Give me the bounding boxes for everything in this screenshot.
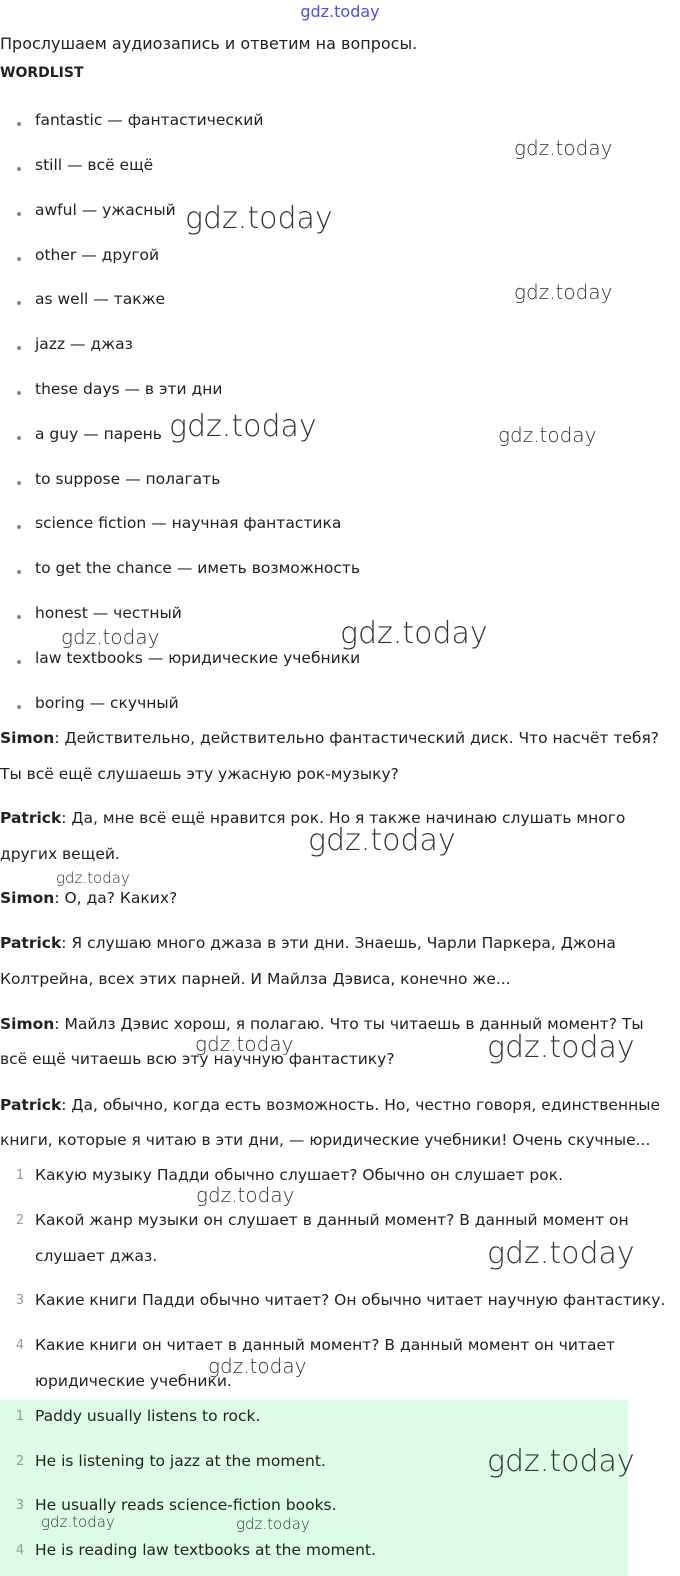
question-text: Какую музыку Падди обычно слушает? Обычно он слушает рок.: [35, 1166, 564, 1184]
wordlist-item: these days — в эти дни: [35, 380, 223, 398]
bullet-icon: [17, 212, 21, 216]
wordlist-item: a guy — парень: [35, 425, 162, 443]
watermark: gdz.today: [340, 616, 488, 651]
dialogue-line: Patrick: Да, обычно, когда есть возможность. Но, честно говоря, единственные: [0, 1096, 661, 1114]
speaker-name: Simon: [0, 729, 55, 747]
question-number: 3: [15, 1293, 25, 1308]
wordlist-item: boring — скучный: [35, 694, 179, 712]
watermark: gdz.today: [61, 625, 160, 649]
bullet-icon: [17, 570, 21, 574]
dialogue-line: всё ещё читаешь всю эту научную фантастику?: [0, 1050, 395, 1068]
watermark: gdz.today: [195, 1032, 294, 1056]
bullet-icon: [17, 481, 21, 485]
watermark: gdz.today: [56, 869, 130, 887]
wordlist-item: as well — также: [35, 290, 166, 308]
question-number: 1: [15, 1168, 25, 1183]
dialogue-line: Patrick: Да, мне всё ещё нравится рок. Но я также начинаю слушать много: [0, 809, 626, 827]
dialogue-line: Simon: О, да? Каких?: [0, 889, 178, 907]
watermark: gdz.today: [487, 1444, 635, 1479]
wordlist-item: fantastic — фантастический: [35, 111, 264, 129]
bullet-icon: [17, 705, 21, 709]
wordlist-item: honest — честный: [35, 604, 182, 622]
watermark: gdz.today: [308, 823, 456, 858]
question-text: юридические учебники.: [35, 1372, 232, 1390]
watermark: gdz.today: [185, 201, 333, 236]
bullet-icon: [17, 257, 21, 261]
question-number: 2: [15, 1213, 25, 1228]
answer-text: He is listening to jazz at the moment.: [35, 1452, 326, 1470]
bullet-icon: [17, 122, 21, 126]
question-text: Какие книги Падди обычно читает? Он обычно читает научную фантастику.: [35, 1291, 666, 1309]
wordlist-item: law textbooks — юридические учебники: [35, 649, 361, 667]
bullet-icon: [17, 301, 21, 305]
wordlist-title: WORDLIST: [0, 65, 84, 81]
watermark: gdz.today: [514, 136, 613, 160]
dialogue-line: Patrick: Я слушаю много джаза в эти дни. Знаешь, Чарли Паркера, Джона: [0, 934, 616, 952]
watermark: gdz.today: [236, 1515, 310, 1533]
watermark: gdz.today: [487, 1236, 635, 1271]
watermark: gdz.today: [169, 409, 317, 444]
speaker-name: Patrick: [0, 809, 62, 827]
watermark: gdz.today: [514, 280, 613, 304]
dialogue-line: Колтрейна, всех этих парней. И Майлза Дэвиса, конечно же...: [0, 970, 511, 988]
question-text: слушает джаз.: [35, 1247, 158, 1265]
speaker-name: Simon: [0, 889, 55, 907]
answer-number: 3: [15, 1498, 25, 1513]
answer-number: 1: [15, 1409, 25, 1424]
dialogue-line: Simon: Майлз Дэвис хорош, я полагаю. Что ты читаешь в данный момент? Ты: [0, 1015, 644, 1033]
speaker-name: Patrick: [0, 934, 62, 952]
wordlist-item: still — всё ещё: [35, 156, 154, 174]
wordlist-item: other — другой: [35, 246, 160, 264]
question-number: 4: [15, 1338, 25, 1353]
dialogue-line: других вещей.: [0, 845, 120, 863]
answer-number: 4: [15, 1543, 25, 1558]
intro-text: Прослушаем аудиозапись и ответим на вопросы.: [0, 34, 418, 53]
wordlist-item: to suppose — полагать: [35, 470, 221, 488]
wordlist-item: to get the chance — иметь возможность: [35, 559, 361, 577]
speaker-name: Simon: [0, 1015, 55, 1033]
answer-text: He usually reads science-fiction books.: [35, 1496, 337, 1514]
answer-number: 2: [15, 1454, 25, 1469]
bullet-icon: [17, 346, 21, 350]
wordlist-item: jazz — джаз: [35, 335, 133, 353]
answer-text: Paddy usually listens to rock.: [35, 1407, 261, 1425]
bullet-icon: [17, 525, 21, 529]
watermark: gdz.today: [487, 1030, 635, 1065]
bullet-icon: [17, 615, 21, 619]
dialogue-line: книги, которые я читаю в эти дни, — юридические учебники! Очень скучные...: [0, 1131, 651, 1149]
wordlist-item: science fiction — научная фантастика: [35, 514, 342, 532]
watermark: gdz.today: [41, 1513, 115, 1531]
speaker-name: Patrick: [0, 1096, 62, 1114]
bullet-icon: [17, 660, 21, 664]
watermark: gdz.today: [208, 1354, 307, 1378]
bullet-icon: [17, 167, 21, 171]
header-watermark: gdz.today: [300, 2, 380, 21]
dialogue-line: Simon: Действительно, действительно фантастический диск. Что насчёт тебя?: [0, 729, 660, 747]
answer-text: He is reading law textbooks at the moment.: [35, 1541, 376, 1559]
watermark: gdz.today: [196, 1183, 295, 1207]
bullet-icon: [17, 436, 21, 440]
wordlist-item: awful — ужасный: [35, 201, 176, 219]
bullet-icon: [17, 391, 21, 395]
dialogue-line: Ты всё ещё слушаешь эту ужасную рок-музыку?: [0, 765, 399, 783]
question-text: Какой жанр музыки он слушает в данный момент? В данный момент он: [35, 1211, 629, 1229]
watermark: gdz.today: [498, 423, 597, 447]
question-text: Какие книги он читает в данный момент? В данный момент он читает: [35, 1336, 616, 1354]
